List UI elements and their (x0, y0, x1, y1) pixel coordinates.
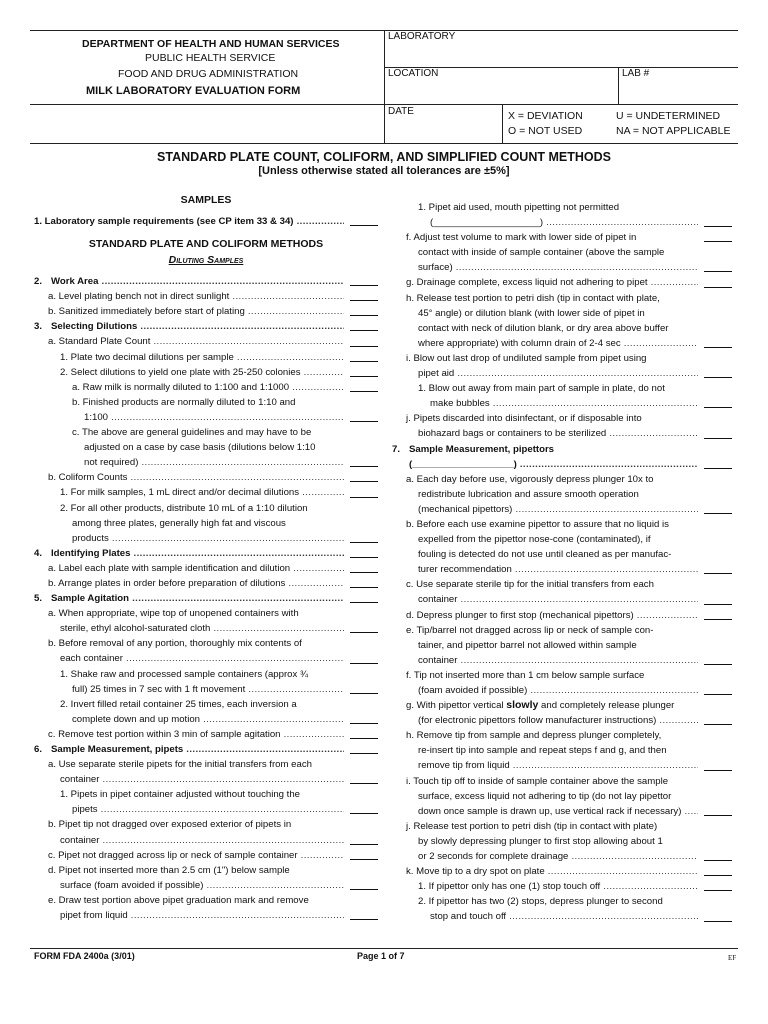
left-line (34, 425, 378, 440)
right-line (392, 819, 732, 834)
item-text: 2. Select dilutions to yield one plate with 25-250 colonies ..... (60, 367, 378, 378)
answer-blank[interactable] (350, 346, 378, 347)
right-line (392, 834, 732, 849)
item-text: f. Adjust test volume to mark with lower side of pipet in (406, 232, 637, 244)
right-line (392, 381, 732, 396)
answer-blank[interactable] (350, 663, 378, 664)
answer-blank[interactable] (350, 391, 378, 392)
item-text: (foam avoided if possible) ..... (418, 685, 732, 696)
item-text: 1. For milk samples, 1 mL direct and/or decimal dilutions ..... (60, 487, 378, 498)
answer-blank[interactable] (350, 376, 378, 377)
item-text: b. Pipet tip not dragged over exposed exterior of pipets in (48, 819, 292, 831)
item-text: 2. Invert filled retail container 25 times, each inversion a (60, 698, 297, 710)
answer-blank[interactable] (350, 723, 378, 724)
item-text: b. Sanitized immediately before start of plating ..... (48, 306, 378, 317)
left-column (34, 194, 378, 923)
right-line (392, 321, 732, 336)
answer-blank[interactable] (350, 361, 378, 362)
right-line (392, 396, 732, 411)
item-text: k. Move tip to a dry spot on plate ..... (406, 866, 732, 877)
item-text: j. Release test portion to petri dish (tip in contact with plate) (406, 820, 658, 832)
right-line (392, 653, 732, 668)
item-text: pipets ..... (72, 804, 378, 815)
laboratory-label: LABORATORY (388, 31, 456, 42)
right-line (392, 562, 732, 577)
item-text: a. When appropriate, wipe top of unopened containers with (48, 608, 299, 620)
item-text: biohazard bags or containers to be sterilized ..... (418, 428, 732, 439)
right-line (392, 275, 732, 290)
answer-blank[interactable] (350, 466, 378, 467)
date-label: DATE (388, 106, 414, 117)
item-text: a. Each day before use, vigorously depress plunger 10x to (406, 473, 654, 485)
left-line (34, 410, 378, 425)
left-line (34, 591, 378, 606)
right-line (392, 909, 732, 924)
left-line (34, 621, 378, 636)
left-line (34, 636, 378, 651)
right-line (392, 608, 732, 623)
item-text: stop and touch off ..... (430, 911, 732, 922)
answer-blank[interactable] (350, 693, 378, 694)
right-line (392, 743, 732, 758)
right-line (392, 351, 732, 366)
answer-blank[interactable] (704, 513, 732, 514)
item-text: surface) ..... (418, 262, 732, 273)
legend-not-applicable: NA = NOT APPLICABLE (616, 125, 731, 137)
left-line (34, 516, 378, 531)
samples-heading: SAMPLES (180, 194, 232, 206)
item-text: or 2 seconds for complete drainage ..... (418, 851, 732, 862)
item-text: a. Label each plate with sample identification and dilution ..... (48, 563, 378, 574)
item-text: pipet aid ..... (418, 368, 732, 379)
item-text: (___________________) ..... (409, 459, 732, 470)
answer-blank[interactable] (704, 619, 732, 620)
item-text: b. Finished products are normally diluted to 1:10 and (72, 396, 296, 408)
answer-blank[interactable] (704, 604, 732, 605)
right-line (392, 547, 732, 562)
left-line (34, 802, 378, 817)
item-text: full) 25 times in 7 sec with 1 ft movement ..... (72, 684, 378, 695)
answer-blank[interactable] (350, 919, 378, 920)
left-line (34, 682, 378, 697)
item-text: contact with inside of sample container (above the sample (418, 247, 665, 259)
item-text: products ..... (72, 533, 378, 544)
main-title: STANDARD PLATE COUNT, COLIFORM, AND SIMPLIFIED COUNT METHODS (157, 150, 611, 164)
right-line (392, 260, 732, 275)
left-line (34, 667, 378, 682)
right-line (392, 411, 732, 426)
left-line (34, 395, 378, 410)
answer-blank[interactable] (350, 557, 378, 558)
right-line (392, 728, 732, 743)
page-number: Page 1 of 7 (357, 951, 405, 961)
item-text: 1. Shake raw and processed sample containers (approx ¾ (60, 668, 308, 680)
right-line (392, 789, 732, 804)
left-line (34, 787, 378, 802)
left-line (34, 863, 378, 878)
item-text: where appropriate) with column drain of 2-4 sec ..... (418, 338, 732, 349)
answer-blank[interactable] (350, 225, 378, 226)
item-text: 1. Pipets in pipet container adjusted without touching the (60, 789, 301, 801)
item-text: c. Use separate sterile tip for the initial transfers from each (406, 579, 654, 591)
item-1-text: 1. Laboratory sample requirements (see CP item 33 & 34) ..... (34, 216, 378, 227)
item-text: container ..... (60, 835, 378, 846)
item-text: redistribute lubrication and assure smooth operation (418, 488, 639, 500)
right-line (392, 577, 732, 592)
item-text: container ..... (60, 774, 378, 785)
item-text: expelled from the pipettor nose-cone (contaminated), if (418, 534, 651, 546)
item-text: remove tip from liquid ..... (418, 760, 732, 771)
answer-blank[interactable] (704, 573, 732, 574)
form-number: FORM FDA 2400a (3/01) (34, 951, 135, 961)
item-number: 4. (34, 547, 43, 559)
item-text: c. Remove test portion within 3 min of sample agitation ..... (48, 729, 378, 740)
item-text: a. Use separate sterile pipets for the initial transfers from each (48, 759, 312, 771)
answer-blank[interactable] (704, 815, 732, 816)
left-line (34, 878, 378, 893)
left-line (34, 561, 378, 576)
right-line (392, 683, 732, 698)
left-line (34, 817, 378, 832)
answer-blank[interactable] (704, 287, 732, 288)
left-line (34, 289, 378, 304)
answer-blank[interactable] (350, 542, 378, 543)
answer-blank[interactable] (350, 572, 378, 573)
left-line (34, 319, 378, 334)
right-line (392, 849, 732, 864)
right-line (392, 864, 732, 879)
left-line (34, 546, 378, 561)
right-line (392, 517, 732, 532)
lab-no-label: LAB # (622, 68, 650, 79)
answer-blank[interactable] (350, 889, 378, 890)
left-line (34, 470, 378, 485)
item-text: tainer, and pipettor barrel not allowed within sample (418, 639, 637, 651)
right-column (392, 200, 732, 925)
item-text: i. Touch tip off to inside of sample container above the sample (406, 775, 669, 787)
item-text: sterile, ethyl alcohol-saturated cloth ..... (60, 623, 378, 634)
item-number: 7. (392, 443, 401, 455)
left-line (34, 697, 378, 712)
left-line (34, 455, 378, 470)
right-line (392, 713, 732, 728)
item-text: 1. If pipettor only has one (1) stop touch off ..... (418, 881, 732, 892)
left-line (34, 908, 378, 923)
answer-blank[interactable] (704, 241, 732, 242)
answer-blank[interactable] (350, 783, 378, 784)
item-text: 1. Pipet aid used, mouth pipetting not permitted (418, 202, 620, 213)
right-line (392, 426, 732, 441)
spc-heading: STANDARD PLATE AND COLIFORM METHODS (88, 238, 324, 251)
right-line (392, 804, 732, 819)
item-text: contact with neck of dilution blank, or dry area above buffer (418, 322, 669, 334)
item-text: b. Arrange plates in order before preparation of dilutions ..... (48, 578, 378, 589)
right-item-list (392, 200, 732, 925)
item-text: h. Release test portion to petri dish (tip in contact with plate, (406, 292, 660, 304)
left-line (34, 380, 378, 395)
right-line (392, 592, 732, 607)
answer-blank[interactable] (350, 813, 378, 814)
right-line (392, 623, 732, 638)
item-text: c. Pipet not dragged across lip or neck of sample container ..... (48, 850, 378, 861)
right-line (392, 758, 732, 773)
left-line (34, 757, 378, 772)
dept-name: DEPARTMENT OF HEALTH AND HUMAN SERVICES (82, 38, 340, 50)
answer-blank[interactable] (704, 860, 732, 861)
left-line (34, 334, 378, 349)
answer-blank[interactable] (350, 753, 378, 754)
item-text: 1. Blow out away from main part of sample in plate, do not (418, 383, 665, 395)
item-text: not required) ..... (84, 457, 378, 468)
answer-blank[interactable] (704, 407, 732, 408)
left-line (34, 304, 378, 319)
left-line (34, 531, 378, 546)
answer-blank[interactable] (704, 347, 732, 348)
item-text: down once sample is drawn up, use vertical rack if necessary) ..... (418, 806, 732, 817)
item-text: Sample Measurement, pipettors (409, 443, 555, 455)
right-line (392, 638, 732, 653)
item-text: a. Level plating bench not in direct sunlight ..... (48, 291, 378, 302)
left-line (34, 742, 378, 757)
right-line (392, 668, 732, 683)
item-text: container ..... (418, 594, 732, 605)
answer-blank[interactable] (704, 770, 732, 771)
answer-blank[interactable] (704, 724, 732, 725)
form-title: MILK LABORATORY EVALUATION FORM (86, 85, 301, 97)
item-text: g. Drainage complete, excess liquid not adhering to pipet ..... (406, 277, 732, 288)
answer-blank[interactable] (350, 330, 378, 331)
legend-not-used: O = NOT USED (508, 125, 583, 137)
phs-name: PUBLIC HEALTH SERVICE (145, 52, 276, 64)
item-text: a. Standard Plate Count ..... (48, 336, 378, 347)
footer-rule (30, 948, 738, 949)
answer-blank[interactable] (350, 844, 378, 845)
answer-blank[interactable] (350, 497, 378, 498)
item-text: complete down and up motion ..... (72, 714, 378, 725)
item-text: d. Depress plunger to first stop (mechanical pipettors) ..... (406, 610, 732, 621)
item-text: g. With pipettor vertical slowly and completely release plunger (406, 699, 675, 712)
item-text: surface, excess liquid not adhering to tip (do not lay pipettor (418, 790, 672, 802)
left-line (34, 440, 378, 455)
legend-deviation: X = DEVIATION (508, 110, 583, 122)
item-text: 45° angle) or dilution blank (with lower side of pipet in (418, 307, 645, 319)
ef-mark: EF (728, 954, 737, 962)
item-text: (____________________) ..... (430, 217, 732, 228)
left-line (34, 727, 378, 742)
item-text: (for electronic pipettors follow manufacturer instructions) ..... (418, 715, 732, 726)
right-line (392, 230, 732, 245)
item-text: turer recommendation ..... (418, 564, 732, 575)
answer-blank[interactable] (350, 300, 378, 301)
answer-blank[interactable] (350, 481, 378, 482)
answer-blank[interactable] (350, 587, 378, 588)
left-line (34, 651, 378, 666)
item-text: f. Tip not inserted more than 1 cm below sample surface (406, 669, 645, 681)
item-text: 2. For all other products, distribute 10 mL of a 1:10 dilution (60, 502, 308, 514)
answer-blank[interactable] (350, 602, 378, 603)
location-label: LOCATION (388, 68, 439, 79)
item-number: 6. (34, 744, 43, 755)
item-text: (mechanical pipettors) ..... (418, 504, 732, 515)
left-line (34, 485, 378, 500)
answer-blank[interactable] (704, 438, 732, 439)
item-number: 3. (34, 321, 43, 333)
diluting-heading: Diluting Samples (168, 254, 244, 267)
right-line (392, 532, 732, 547)
left-line (34, 712, 378, 727)
item-text: 1:100 ..... (84, 412, 378, 423)
answer-blank[interactable] (704, 664, 732, 665)
item-text: Selecting Dilutions ..... (51, 321, 378, 332)
item-text: e. Draw test portion above pipet graduation mark and remove (48, 894, 309, 906)
answer-blank[interactable] (704, 226, 732, 227)
answer-blank[interactable] (350, 738, 378, 739)
left-line (34, 350, 378, 365)
answer-blank[interactable] (350, 421, 378, 422)
right-line (392, 291, 732, 306)
right-line (392, 472, 732, 487)
answer-blank[interactable] (704, 377, 732, 378)
right-line (392, 774, 732, 789)
item-text: fouling is detected do not use until cleaned as per manufac- (418, 549, 672, 561)
answer-blank[interactable] (704, 694, 732, 695)
legend-divider (502, 104, 503, 143)
left-line (34, 833, 378, 848)
left-line (34, 274, 378, 289)
right-line (392, 502, 732, 517)
item-text: a. Raw milk is normally diluted to 1:100 and 1:1000 ..... (72, 382, 378, 393)
item-text: container ..... (418, 655, 732, 666)
item-text: b. Before each use examine pipettor to assure that no liquid is (406, 518, 669, 530)
answer-blank[interactable] (704, 921, 732, 922)
item-1 (34, 214, 378, 229)
item-text: b. Before removal of any portion, thoroughly mix contents of (48, 638, 302, 650)
item-text: surface (foam avoided if possible) ..... (60, 880, 378, 891)
item-text: pipet from liquid ..... (60, 910, 378, 921)
item-text: j. Pipets discarded into disinfectant, or if disposable into (406, 413, 642, 425)
answer-blank[interactable] (704, 468, 732, 469)
header-bottom-rule (30, 143, 738, 144)
right-line (392, 879, 732, 894)
item-text: re-insert tip into sample and repeat steps f and g, and then (418, 745, 667, 757)
left-line (34, 576, 378, 591)
left-line (34, 848, 378, 863)
item-text: 1. Plate two decimal dilutions per sample ..... (60, 352, 378, 363)
left-item-list (34, 274, 378, 923)
item-text: d. Pipet not inserted more than 2.5 cm (1") below sample (48, 864, 290, 876)
right-line (392, 336, 732, 351)
item-text: Sample Measurement, pipets ..... (51, 744, 378, 755)
item-number: 5. (34, 593, 43, 605)
lab-no-divider (618, 67, 619, 104)
right-line (392, 698, 732, 713)
right-line (392, 215, 732, 230)
subtitle: [Unless otherwise stated all tolerances are ±5%] (258, 165, 510, 177)
answer-blank[interactable] (704, 875, 732, 876)
left-line (34, 365, 378, 380)
right-line (392, 442, 732, 457)
item-text: c. The above are general guidelines and may have to be (72, 427, 312, 439)
fda-name: FOOD AND DRUG ADMINISTRATION (118, 68, 299, 80)
item-text: Identifying Plates ..... (51, 548, 378, 559)
answer-blank[interactable] (350, 315, 378, 316)
item-text: Work Area ..... (51, 276, 378, 287)
item-text: adjusted on a case by case basis (dilutions below 1:10 (84, 442, 316, 454)
right-line (392, 457, 732, 472)
right-line (392, 306, 732, 321)
right-line (392, 200, 732, 215)
left-line (34, 893, 378, 908)
answer-blank[interactable] (350, 859, 378, 860)
item-number: 2. (34, 276, 43, 288)
left-line (34, 772, 378, 787)
left-line (34, 606, 378, 621)
item-text: e. Tip/barrel not dragged across lip or neck of sample con- (406, 624, 654, 636)
right-line (392, 245, 732, 260)
answer-blank[interactable] (350, 632, 378, 633)
item-text: h. Remove tip from sample and depress plunger completely, (406, 730, 662, 742)
answer-blank[interactable] (704, 271, 732, 272)
answer-blank[interactable] (704, 890, 732, 891)
item-text: make bubbles ..... (430, 398, 732, 409)
left-line (34, 501, 378, 516)
right-line (392, 487, 732, 502)
item-text: among three plates, generally high fat and viscous (72, 517, 286, 529)
item-text: i. Blow out last drop of undiluted sample from pipet using (406, 352, 647, 364)
item-text: by slowly depressing plunger to first stop allowing about 1 (418, 835, 663, 847)
item-text: b. Coliform Counts ..... (48, 472, 378, 483)
item-text: Sample Agitation ..... (51, 593, 378, 604)
legend-undetermined: U = UNDETERMINED (616, 110, 721, 122)
right-line (392, 366, 732, 381)
right-line (392, 894, 732, 909)
item-text: each container ..... (60, 653, 378, 664)
answer-blank[interactable] (350, 285, 378, 286)
header-divider (384, 30, 385, 143)
item-text: 2. If pipettor has two (2) stops, depress plunger to second (418, 896, 663, 908)
